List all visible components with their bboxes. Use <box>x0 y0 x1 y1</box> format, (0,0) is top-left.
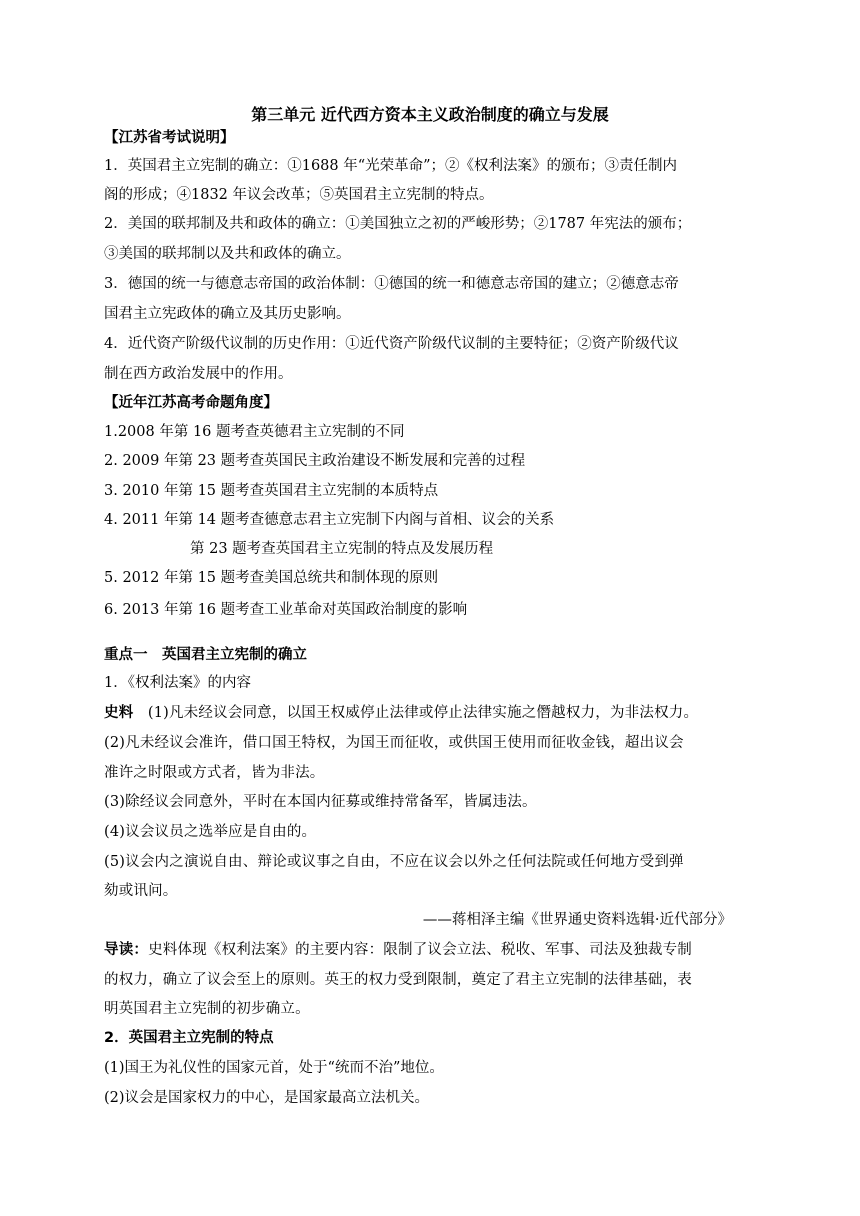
source-text: (1)凡未经议会同意，以国王权威停止法律或停止法律实施之僭越权力，为非法权力。 <box>147 705 699 721</box>
source-citation: ——蒋相泽主编《世界通史资料选辑·近代部分》 <box>422 912 732 928</box>
exam-line: 3．德国的统一与德意志帝国的政治体制：①德国的统一和德意志帝国的建立；②德意志帝 <box>104 276 679 292</box>
section2-title: 2．英国君主立宪制的特点 <box>104 1030 274 1046</box>
gaokao-item: 1.2008 年第 16 题考查英德君主立宪制的不同 <box>104 424 405 440</box>
source-line: 劾或讯问。 <box>104 883 178 899</box>
gaokao-item: 6. 2013 年第 16 题考查工业革命对英国政治制度的影响 <box>104 602 468 618</box>
exam-line: 制在西方政治发展中的作用。 <box>104 366 293 382</box>
source-line: (3)除经议会同意外，平时在本国内征募或维持常备军，皆属违法。 <box>104 794 537 810</box>
gaokao-item: 4. 2011 年第 14 题考查德意志君主立宪制下内阁与首相、议会的关系 <box>104 512 555 528</box>
focus-title: 重点一 英国君主立宪制的确立 <box>104 647 307 663</box>
guide-label: 导读： <box>104 942 149 958</box>
exam-line: 国君主立宪政体的确立及其历史影响。 <box>104 306 351 322</box>
exam-line: 2．美国的联邦制及共和政体的确立：①美国独立之初的严峻形势；②1787 年宪法的颁布； <box>104 216 692 232</box>
source-line: (4)议会议员之选举应是自由的。 <box>104 824 317 840</box>
exam-line: 4．近代资产阶级代议制的历史作用：①近代资产阶级代议制的主要特征；②资产阶级代议 <box>104 336 679 352</box>
gaokao-header: 【近年江苏高考命题角度】 <box>104 395 278 411</box>
gaokao-item: 5. 2012 年第 15 题考查美国总统共和制体现的原则 <box>104 570 439 586</box>
exam-line: 阁的形成；④1832 年议会改革；⑤英国君主立宪制的特点。 <box>104 187 494 203</box>
exam-header: 【江苏省考试说明】 <box>104 130 235 146</box>
source-line: (5)议会内之演说自由、辩论或议事之自由，不应在议会以外之任何法院或任何地方受到弹 <box>104 854 684 870</box>
guide-line <box>104 940 692 960</box>
source-line <box>104 703 698 723</box>
section1-title: 1．《权利法案》的内容 <box>104 675 251 691</box>
gaokao-item: 3. 2010 年第 15 题考查英国君主立宪制的本质特点 <box>104 483 439 499</box>
guide-text: 史料体现《权利法案》的主要内容：限制了议会立法、税收、军事、司法及独裁专制 <box>148 942 693 958</box>
gaokao-item: 第 23 题考查英国君主立宪制的特点及发展历程 <box>190 541 494 557</box>
exam-line: 1．英国君主立宪制的确立：①1688 年“光荣革命”；②《权利法案》的颁布；③责任制内 <box>104 158 678 174</box>
page-title: 第三单元 近代西方资本主义政治制度的确立与发展 <box>251 105 609 124</box>
source-label: 史料 <box>104 705 134 721</box>
section2-item: (2)议会是国家权力的中心，是国家最高立法机关。 <box>104 1090 430 1106</box>
source-line: (2)凡未经议会准许，借口国王特权，为国王而征收，或供国王使用而征收金钱，超出议会 <box>104 735 684 751</box>
gaokao-item: 2. 2009 年第 23 题考查英国民主政治建设不断发展和完善的过程 <box>104 453 526 469</box>
section2-item: (1)国王为礼仪性的国家元首，处于“统而不治”地位。 <box>104 1060 444 1076</box>
exam-line: ③美国的联邦制以及共和政体的确立。 <box>104 246 351 262</box>
source-line: 准许之时限或方式者，皆为非法。 <box>104 765 325 781</box>
guide-line: 的权力，确立了议会至上的原则。英王的权力受到限制，奠定了君主立宪制的法律基础，表 <box>104 972 692 988</box>
guide-line: 明英国君主立宪制的初步确立。 <box>104 1001 310 1017</box>
